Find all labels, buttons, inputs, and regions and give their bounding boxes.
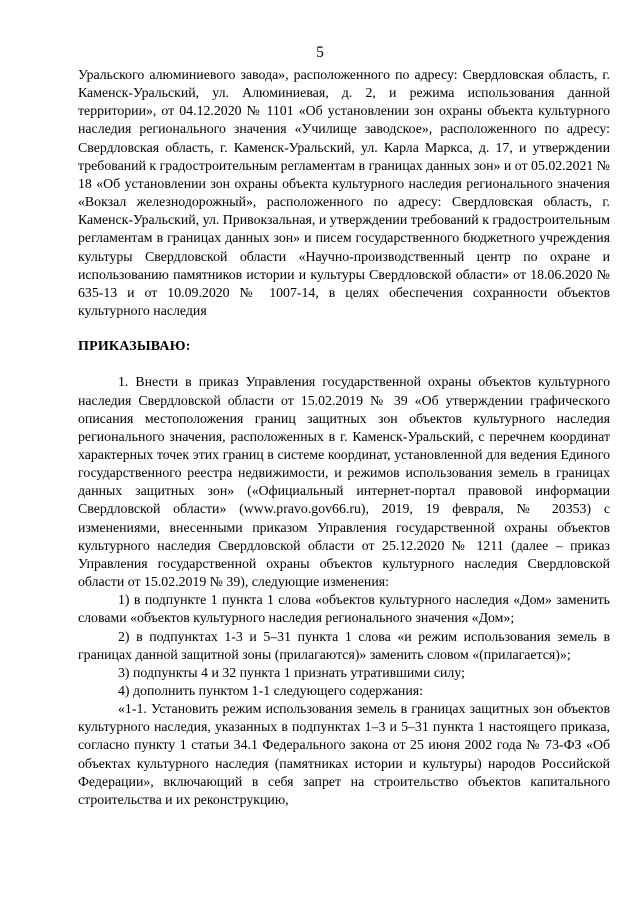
document-body — [78, 66, 610, 809]
page-number: 5 — [316, 44, 324, 61]
order-subitem-1: 1) в подпункте 1 пункта 1 слова «объектов культурного наследия «Дом» заменить словами «объектов культурного наследия регионального значения «Дом»; — [78, 592, 610, 626]
order-subitem-3: 3) подпункты 4 и 32 пункта 1 признать утратившими силу; — [118, 664, 465, 680]
order-heading: ПРИКАЗЫВАЮ: — [78, 339, 191, 355]
order-item-1: 1. Внести в приказ Управления государственной охраны объектов культурного наследия Свердловской области от 15.02.2019 № 39 «Об утверждении графического описания местоположения границ защитных зон объектов культурного наследия регионального значения, расположенных в г. Каменск-Уральский, с перечнем координат характерных точек этих границ в системе координат, установленной для ведения Единого государственного реестра недвижимости, и режимов использования земель в границах данных защитных зон» («Официальный интернет-портал правовой информации Свердловской области» (www.pravo.gov66.ru), 2019, 19 февраля, № 20353) с изменениями, внесенными приказом Управления государственной охраны объектов культурного наследия Свердловской области от 25.12.2020 № 1211 (далее – приказ Управления государственной охраны объектов культурного наследия Свердловской области от 15.02.2019 № 39), следующие изменения: — [78, 374, 610, 590]
order-subitem-2: 2) в подпунктах 1-3 и 5–31 пункта 1 слова «и режим использования земель в границах данной защитной зоны (прилагаются)» заменить словом «(прилагается)»; — [78, 628, 610, 662]
quoted-item-1-1: «1-1. Установить режим использования земель в границах защитных зон объектов культурного наследия, указанных в подпунктах 1–3 и 5–31 пункта 1 настоящего приказа, согласно пункту 1 статьи 34.1 Федерального закона от 25 июня 2002 года № 73-ФЗ «Об объектах культурного наследия (памятниках истории и культуры) народов Российской Федерации», включающий в себя запрет на строительство объектов капитального строительства и их реконструкцию, — [78, 701, 610, 807]
order-subitem-4: 4) дополнить пунктом 1-1 следующего содержания: — [118, 683, 423, 698]
intro-paragraph: Уральского алюминиевого завода», расположенного по адресу: Свердловская область, г. Каменск-Уральский, ул. Алюминиевая, д. 2, и режима использования данной территории», от 04.12.2020 № 1101 «Об установлении зон охраны объекта культурного наследия регионального значения «Училище заводское», расположенного по адресу: Свердловская область, г. Каменск-Уральский, ул. Карла Маркса, д. 17, и утверждении требований к градостроительным регламентам в границах данных зон» и от 05.02.2021 № 18 «Об установлении зон охраны объекта культурного наследия регионального значения «Вокзал железнодорожный», расположенного по адресу: Свердловская область, г. Каменск-Уральский, ул. Привокзальная, и утверждении требований к градостроительным регламентам в границах данных зон» и писем государственного бюджетного учреждения культуры Свердловской области «Научно-производственный центр по охране и использованию памятников истории и культуры Свердловской области» от 18.06.2020 № 635-13 и от 10.09.2020 № 1007-14, в целях обеспечения сохранности объектов культурного наследия — [78, 67, 611, 319]
